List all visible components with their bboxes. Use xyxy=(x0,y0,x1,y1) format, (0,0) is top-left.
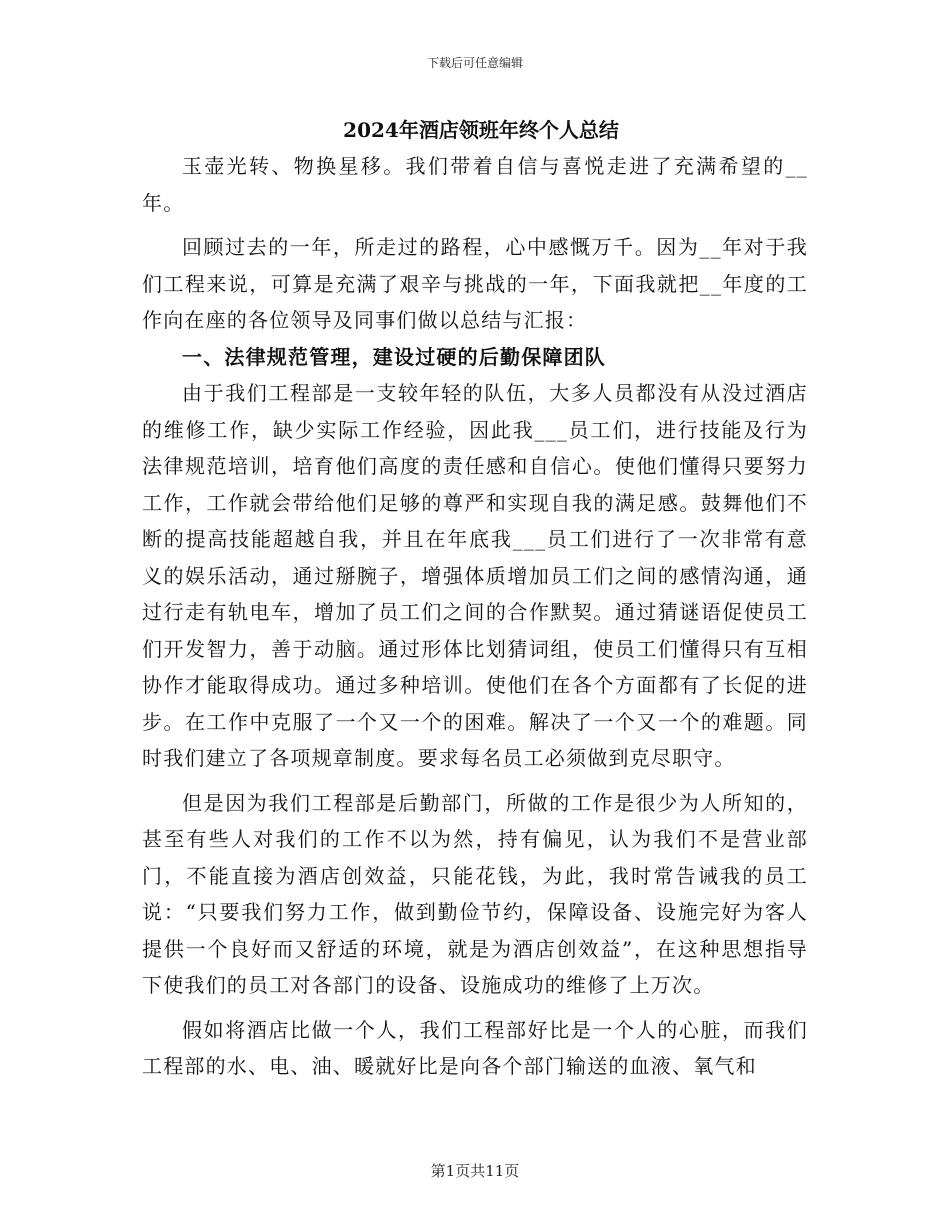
page-footer-number: 第1页共11页 xyxy=(430,1162,520,1180)
paragraph-training: 由于我们工程部是一支较年轻的队伍，大多人员都没有从没过酒店的维修工作，缺少实际工作经验，因此我___员工们，进行技能及行为法律规范培训，培育他们高度的责任感和自信心。使他们懂得只要努力工作，工作就会带给他们足够的尊严和实现自我的满足感。鼓舞他们不断的提高技能超越自我，并且在年底我___员工们进行了一次非常有意义的娱乐活动，通过掰腕子，增强体质增加员工们之间的感情沟通，通过行走有轨电车，增加了员工们之间的合作默契。通过猜谜语促使员工们开发智力，善于动脑。通过形体比划猜词组，使员工们懂得只有互相协作才能取得成功。通过多种培训。使他们在各个方面都有了长促的进步。在工作中克服了一个又一个的困难。解决了一个又一个的难题。同时我们建立了各项规章制度。要求每名员工必须做到克尽职守。 xyxy=(142,381,808,770)
paragraph-intro: 玉壶光转、物换星移。我们带着自信与喜悦走进了充满希望的__年。 xyxy=(142,154,808,215)
paragraph-heart-analogy: 假如将酒店比做一个人，我们工程部好比是一个人的心脏，而我们工程部的水、电、油、暖就好比是向各个部门输送的血液、氧气和 xyxy=(142,1017,808,1078)
document-title: 2024年酒店领班年终个人总结 xyxy=(343,118,619,142)
page-header-note: 下载后可任意编辑 xyxy=(426,56,523,70)
paragraph-logistics: 但是因为我们工程部是后勤部门，所做的工作是很少为人所知的，甚至有些人对我们的工作不以为然，持有偏见，认为我们不是营业部门，不能直接为酒店创效益，只能花钱，为此，我时常告诫我的员工说：“只要我们努力工作，做到勤俭节约，保障设备、设施完好为客人提供一个良好而又舒适的环境，就是为酒店创效益”，在这种思想指导下使我们的员工对各部门的设备、设施成功的维修了上万次。 xyxy=(142,790,808,997)
paragraph-review: 回顾过去的一年，所走过的路程，心中感慨万千。因为__年对于我们工程来说，可算是充满了艰辛与挑战的一年，下面我就把__年度的工作向在座的各位领导及同事们做以总结与汇报： xyxy=(142,235,808,332)
section-heading-1: 一、法律规范管理，建设过硬的后勤保障团队 xyxy=(182,344,606,369)
document-body xyxy=(142,112,808,1085)
